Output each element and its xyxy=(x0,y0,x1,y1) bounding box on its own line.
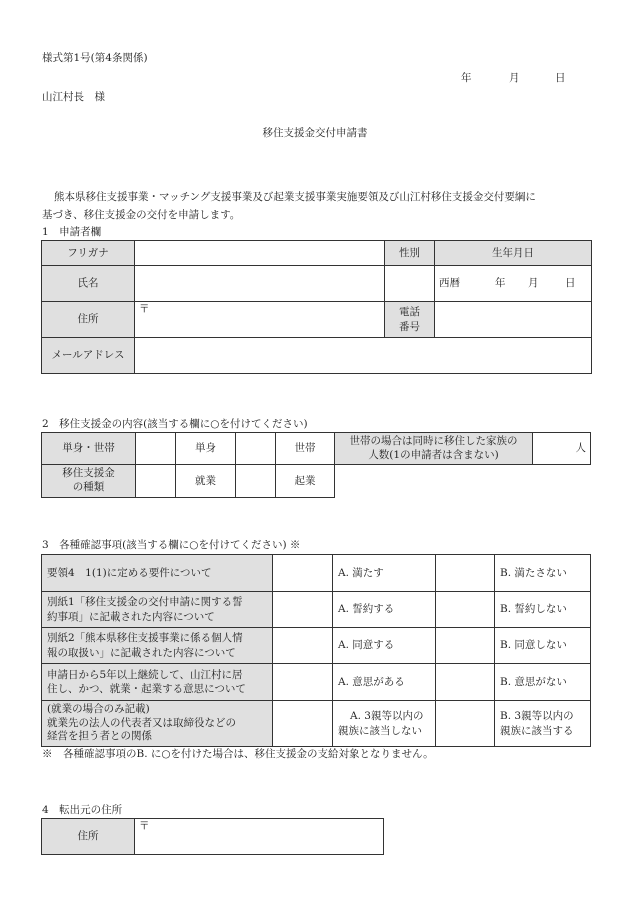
option-b-checkbox-cell[interactable] xyxy=(436,701,495,747)
persons-unit: 人 xyxy=(575,442,586,455)
phone-field[interactable] xyxy=(435,302,592,338)
option-b-label xyxy=(495,592,591,628)
intro-line-2: 基づき、移住支援金の交付を申請します。 xyxy=(42,209,241,221)
support-type-line2: の種類 xyxy=(72,481,105,493)
option-a-line: A. 3親等以内の xyxy=(350,710,424,723)
household-label: 世帯 xyxy=(276,433,335,465)
confirmation-item-line: 住し、かつ、就業・起業する意思について xyxy=(47,683,246,695)
confirmation-row xyxy=(42,628,591,664)
email-label: メールアドレス xyxy=(42,338,135,374)
option-b-line: B. 満たさない xyxy=(500,566,567,579)
confirmation-row xyxy=(42,555,591,592)
name-label: 氏名 xyxy=(42,266,135,302)
option-b-line: B. 3親等以内の xyxy=(500,710,574,723)
option-b-checkbox-cell[interactable] xyxy=(436,628,495,664)
postal-mark: 〒 xyxy=(139,303,150,315)
confirmation-item-line: 要領4 1(1)に定める要件について xyxy=(47,566,212,579)
furigana-field[interactable] xyxy=(135,241,385,266)
phone-label xyxy=(385,302,435,338)
date-year-label: 年 xyxy=(461,72,472,84)
option-b-label xyxy=(495,664,591,701)
single-household-label: 単身・世帯 xyxy=(42,433,136,465)
option-b-checkbox-cell[interactable] xyxy=(436,555,495,592)
confirmation-row xyxy=(42,592,591,628)
support-content-table xyxy=(41,432,591,498)
single-label: 単身 xyxy=(176,433,236,465)
name-field[interactable] xyxy=(135,266,385,302)
document-title: 移住支援金交付申請書 xyxy=(262,127,368,139)
option-a-checkbox-cell[interactable] xyxy=(273,628,333,664)
household-checkbox-cell[interactable] xyxy=(236,433,276,465)
seireki-label: 西暦 xyxy=(439,277,460,290)
intro-line-1: 熊本県移住支援事業・マッチング支援事業及び起業支援事業実施要領及び山江村移住支援金交付要綱に xyxy=(54,191,536,203)
confirmation-table xyxy=(41,554,591,747)
address-label: 住所 xyxy=(42,302,135,338)
origin-address-table xyxy=(41,818,384,855)
email-field[interactable] xyxy=(135,338,592,374)
section2-heading: 2 移住支援金の内容(該当する欄に○を付けてください) xyxy=(42,418,308,430)
confirmation-item-line: 別紙2「熊本県移住支援事業に係る個人情 xyxy=(47,632,243,645)
gender-field[interactable] xyxy=(385,266,435,302)
birth-year-label: 年 xyxy=(495,277,506,290)
confirmation-item-line: (就業の場合のみ記載) xyxy=(47,703,150,716)
option-a-line: A. 満たす xyxy=(338,566,384,579)
option-a-checkbox-cell[interactable] xyxy=(273,664,333,701)
option-a-line: A. 誓約する xyxy=(338,603,395,616)
confirmation-row xyxy=(42,664,591,701)
family-count-field[interactable] xyxy=(533,433,591,465)
option-a-label xyxy=(333,628,436,664)
birth-month-label: 月 xyxy=(528,277,539,290)
furigana-label: フリガナ xyxy=(42,241,135,266)
confirmation-item-line: 経営を担う者との関係 xyxy=(47,730,152,743)
option-b-label xyxy=(495,701,591,747)
option-a-label xyxy=(333,701,436,747)
option-b-line: B. 同意しない xyxy=(500,639,567,652)
option-a-checkbox-cell[interactable] xyxy=(273,555,333,592)
support-type-label xyxy=(42,465,136,498)
confirmation-row xyxy=(42,701,591,747)
confirmation-item-line: 申請日から5年以上継続して、山江村に居 xyxy=(47,668,243,681)
option-b-label xyxy=(495,628,591,664)
confirmation-note: ※ 各種確認事項のB. に○を付けた場合は、移住支援金の支給対象となりません。 xyxy=(42,748,434,760)
option-b-checkbox-cell[interactable] xyxy=(436,592,495,628)
confirmation-item xyxy=(42,664,273,701)
birthdate-field[interactable] xyxy=(435,266,592,302)
birth-day-label: 日 xyxy=(565,277,576,290)
confirmation-item-line: 就業先の法人の代表者又は取締役などの xyxy=(47,716,236,729)
date-month-label: 月 xyxy=(509,72,520,84)
option-a-checkbox-cell[interactable] xyxy=(273,701,333,747)
option-b-label xyxy=(495,555,591,592)
phone-label-line1: 電話 xyxy=(399,306,420,319)
startup-checkbox-cell[interactable] xyxy=(236,465,276,498)
confirmation-item-line: 報の取扱い」に記載された内容について xyxy=(47,646,236,659)
origin-postal-mark: 〒 xyxy=(139,820,150,832)
option-b-checkbox-cell[interactable] xyxy=(436,664,495,701)
option-a-label xyxy=(333,664,436,701)
section1-heading: 1 申請者欄 xyxy=(42,226,102,238)
option-a-checkbox-cell[interactable] xyxy=(273,592,333,628)
option-a-label xyxy=(333,555,436,592)
option-b-line: 親族に該当する xyxy=(500,724,574,737)
family-count-line1: 世帯の場合は同時に移住した家族の xyxy=(349,434,518,447)
birthdate-label: 生年月日 xyxy=(435,241,592,266)
option-a-line: A. 意思がある xyxy=(338,675,405,688)
option-b-line: B. 誓約しない xyxy=(500,603,567,616)
employment-label: 就業 xyxy=(176,465,236,498)
startup-label: 起業 xyxy=(276,465,335,498)
confirmation-item xyxy=(42,628,273,664)
option-a-line: 親族に該当しない xyxy=(338,724,422,737)
applicant-table xyxy=(41,240,592,374)
gender-label: 性別 xyxy=(385,241,435,266)
origin-address-field[interactable] xyxy=(135,819,384,855)
support-type-line1: 移住支援金 xyxy=(62,467,115,480)
phone-label-line2: 番号 xyxy=(399,320,420,333)
origin-address-label: 住所 xyxy=(42,819,135,855)
confirmation-item-line: 約事項」に記載された内容について xyxy=(47,610,215,623)
confirmation-item-line: 別紙1「移住支援金の交付申請に関する誓 xyxy=(47,596,243,609)
family-count-label xyxy=(335,433,533,465)
section4-heading: 4 転出元の住所 xyxy=(42,804,123,816)
option-a-line: A. 同意する xyxy=(338,639,395,652)
option-a-label xyxy=(333,592,436,628)
form-number: 様式第1号(第4条関係) xyxy=(42,52,148,64)
section3-heading: 3 各種確認事項(該当する欄に○を付けてください) ※ xyxy=(42,539,301,551)
single-checkbox-cell[interactable] xyxy=(136,433,176,465)
address-field[interactable] xyxy=(135,302,385,338)
confirmation-item xyxy=(42,701,273,747)
confirmation-item xyxy=(42,592,273,628)
employment-checkbox-cell[interactable] xyxy=(136,465,176,498)
addressee: 山江村長 様 xyxy=(42,91,105,103)
confirmation-item xyxy=(42,555,273,592)
date-day-label: 日 xyxy=(555,72,566,84)
option-b-line: B. 意思がない xyxy=(500,675,567,688)
family-count-line2: 人数(1の申請者は含まない) xyxy=(368,448,499,461)
